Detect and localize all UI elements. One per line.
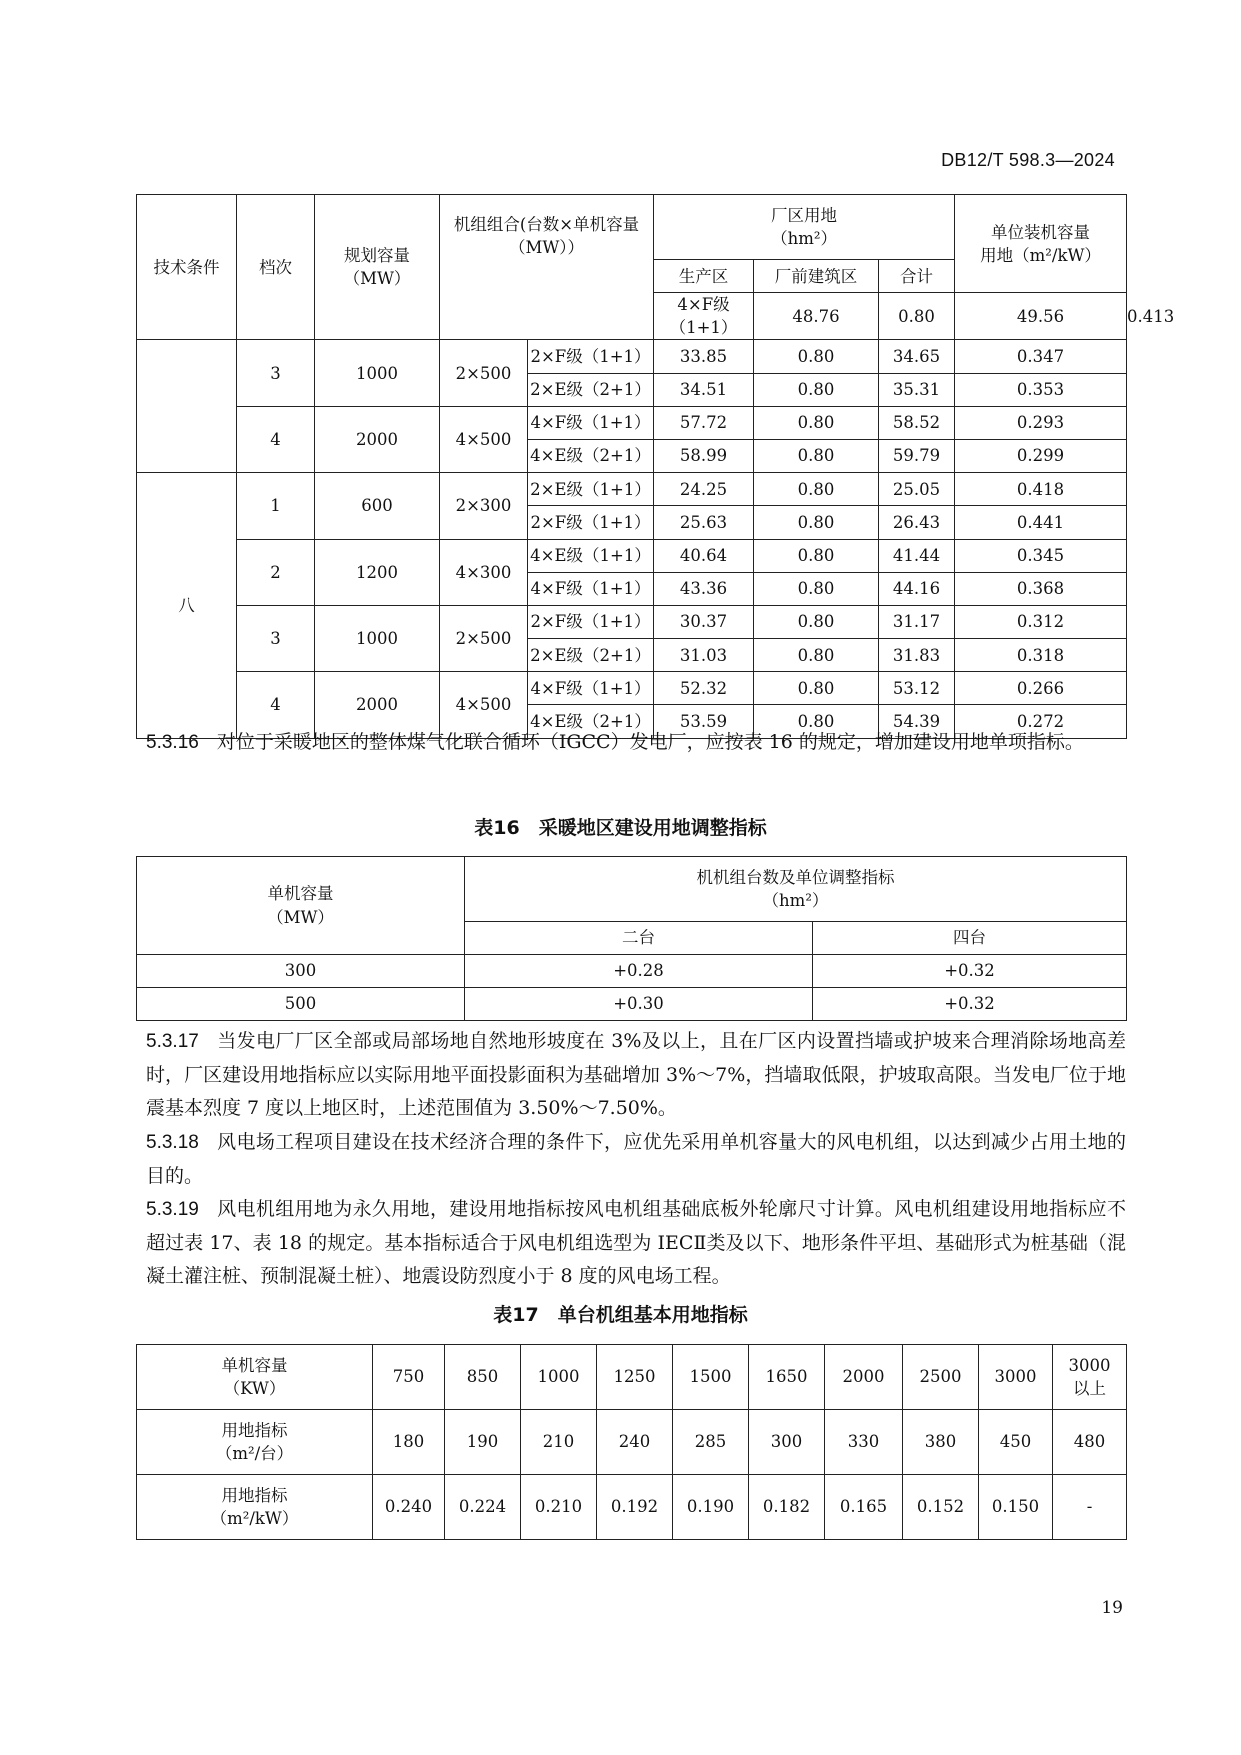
cell-prod: 25.63 xyxy=(654,506,754,539)
cell-config: 2×F级（1+1） xyxy=(528,340,654,373)
clause-number: 5.3.18 xyxy=(146,1132,199,1153)
cell-front: 0.80 xyxy=(754,373,879,406)
cell-per-unit: 285 xyxy=(673,1410,749,1475)
cell-grade: 3 xyxy=(237,605,315,671)
cell-grade: 1 xyxy=(237,473,315,539)
table-17 xyxy=(136,1344,1127,1540)
cell-capacity: 2000 xyxy=(315,672,440,738)
cell-total: 26.43 xyxy=(879,506,955,539)
cell-capacity: 2500 xyxy=(903,1345,979,1410)
table-16 xyxy=(136,856,1127,1021)
table-16-caption: 表16 采暖地区建设用地调整指标 xyxy=(474,817,767,839)
cell-config: 2×E级（2+1） xyxy=(528,373,654,406)
cell-capacity: 2000 xyxy=(825,1345,903,1410)
cell-config: 2×E级（1+1） xyxy=(528,473,654,506)
cell-condition-blank xyxy=(137,340,237,473)
header-unit-capacity: 单机容量 （MW） xyxy=(137,857,465,955)
cell-per-kw: 0.224 xyxy=(445,1475,521,1540)
cell-per-kw: 0.192 xyxy=(597,1475,673,1540)
cell-per-unit: 180 xyxy=(373,1410,445,1475)
paragraph-5-3-18 xyxy=(146,1126,1126,1193)
cell-combo: 4×500 xyxy=(440,672,528,738)
table-15-continued: 技术条件 档次 规划容量 （MW） 机组组合(台数×单机容量 （MW）） 厂区用地 （hm²） 单位装机容量 用地（m²/kW） 生产区 厂前建筑区 合计 4×F级（1+1） 48.76 0.80 49.56 0.413 3 1000 2×500 2×F级（1+1） 33.85 0.80 34.65 0.347 2×E级（2+1） 34.51 0.80 35.31 0.353 4 2000 4×500 4×F级（1+1） 57.72 0.80 58.52 0.293 4×E级（2+1） 58.99 0.80 59.79 0.299 八 1 600 2×300 2×E级（1+1） 24.25 0.80 25.05 0.418 2×F级（1+1） 25.63 0.80 26.43 0.441 2 1200 4×300 4×E级（1+1） 40.64 0.80 41.44 0.345 4×F级（1+1） 43.36 0.80 44.16 0.368 3 1000 2×500 2×F级（1+1） 30.37 0.80 31.17 0.312 2×E级（2+1） 31.03 0.80 31.83 0.318 4 2000 4×500 4×F级（1+1） 52.32 0.80 53.12 0.266 4×E级（2+1） 53.59 0.80 54.39 0.272 xyxy=(136,194,1127,739)
cell-combo: 4×300 xyxy=(440,539,528,605)
header-condition: 技术条件 xyxy=(137,195,237,340)
cell-prod: 53.59 xyxy=(654,705,754,738)
cell-capacity: 850 xyxy=(445,1345,521,1410)
cell-grade: 4 xyxy=(237,406,315,472)
cell-per-unit: 210 xyxy=(521,1410,597,1475)
header-four-units: 四台 xyxy=(813,922,1127,955)
cell-per-kw: 0.190 xyxy=(673,1475,749,1540)
header-two-units: 二台 xyxy=(465,922,813,955)
cell-config: 4×E级（2+1） xyxy=(528,705,654,738)
cell-index: 0.353 xyxy=(955,373,1127,406)
cell-index: 0.418 xyxy=(955,473,1127,506)
cell-index: 0.312 xyxy=(955,605,1127,638)
cell-prod: 57.72 xyxy=(654,406,754,439)
cell-total: 58.52 xyxy=(879,406,955,439)
row-label-capacity: 单机容量 （KW） xyxy=(137,1345,373,1410)
cell-front: 0.80 xyxy=(754,672,879,705)
clause-text: 当发电厂厂区全部或局部场地自然地形坡度在 3%及以上，且在厂区内设置挡墙或护坡来合理消除场地高差时，厂区建设用地指标应以实际用地平面投影面积为基础增加 3%～7%，挡墙取低限，护坡取高限。当发电厂位于地震基本烈度 7 度以上地区时，上述范围值为 3.50%～7.50%。 xyxy=(146,1030,1126,1119)
cell-capacity: 1650 xyxy=(749,1345,825,1410)
cell-combo: 2×500 xyxy=(440,340,528,406)
cell-front: 0.80 xyxy=(754,639,879,672)
cell-per-unit: 380 xyxy=(903,1410,979,1475)
cell-index: 0.441 xyxy=(955,506,1127,539)
cell-combo: 2×500 xyxy=(440,605,528,671)
cell-config: 4×F级（1+1） xyxy=(528,672,654,705)
document-code: DB12/T 598.3—2024 xyxy=(941,150,1115,170)
cell-capacity: 3000 以上 xyxy=(1053,1345,1127,1410)
cell-index: 0.272 xyxy=(955,705,1127,738)
cell-front: 0.80 xyxy=(754,506,879,539)
cell-combo: 4×500 xyxy=(440,406,528,472)
cell-config: 2×F级（1+1） xyxy=(528,605,654,638)
cell-config: 2×F级（1+1） xyxy=(528,506,654,539)
cell-capacity: 1000 xyxy=(521,1345,597,1410)
cell-grade: 3 xyxy=(237,340,315,406)
cell-front: 0.80 xyxy=(754,340,879,373)
cell-capacity: 2000 xyxy=(315,406,440,472)
cell-capacity: 3000 xyxy=(979,1345,1053,1410)
row-label-per-kw: 用地指标 （m²/kW） xyxy=(137,1475,373,1540)
cell-front: 0.80 xyxy=(754,439,879,472)
cell-front: 0.80 xyxy=(754,539,879,572)
cell-per-kw: 0.210 xyxy=(521,1475,597,1540)
table-17-caption: 表17 单台机组基本用地指标 xyxy=(493,1304,748,1326)
cell-index: 0.299 xyxy=(955,439,1127,472)
cell-grade: 2 xyxy=(237,539,315,605)
cell-prod: 33.85 xyxy=(654,340,754,373)
clause-number: 5.3.16 xyxy=(146,732,199,753)
cell-config: 4×F级（1+1） xyxy=(528,406,654,439)
cell-capacity: 300 xyxy=(137,955,465,988)
cell-per-kw: 0.150 xyxy=(979,1475,1053,1540)
cell-total: 35.31 xyxy=(879,373,955,406)
cell-combo: 2×300 xyxy=(440,473,528,539)
cell-per-kw: 0.165 xyxy=(825,1475,903,1540)
cell-condition-eight: 八 xyxy=(137,473,237,739)
cell-total: 59.79 xyxy=(879,439,955,472)
cell-per-unit: 300 xyxy=(749,1410,825,1475)
cell-config: 2×E级（2+1） xyxy=(528,639,654,672)
cell-prod: 24.25 xyxy=(654,473,754,506)
cell-total: 49.56 xyxy=(955,293,1127,340)
header-front: 厂前建筑区 xyxy=(754,260,879,293)
cell-capacity: 1000 xyxy=(315,340,440,406)
cell-capacity: 600 xyxy=(315,473,440,539)
cell-per-kw: - xyxy=(1053,1475,1127,1540)
paragraph-5-3-16 xyxy=(146,726,1126,760)
cell-per-unit: 450 xyxy=(979,1410,1053,1475)
cell-config: 4×E级（2+1） xyxy=(528,439,654,472)
cell-front: 0.80 xyxy=(754,473,879,506)
cell-front: 0.80 xyxy=(754,705,879,738)
cell-prod: 58.99 xyxy=(654,439,754,472)
paragraph-5-3-17 xyxy=(146,1025,1126,1126)
header-unit-index: 单位装机容量 用地（m²/kW） xyxy=(955,195,1127,293)
header-production: 生产区 xyxy=(654,260,754,293)
cell-prod: 48.76 xyxy=(754,293,879,340)
cell-capacity: 1000 xyxy=(315,605,440,671)
cell-index: 0.293 xyxy=(955,406,1127,439)
cell-per-kw: 0.240 xyxy=(373,1475,445,1540)
cell-per-unit: 240 xyxy=(597,1410,673,1475)
header-adjust-index: 机机组台数及单位调整指标 （hm²） xyxy=(465,857,1127,922)
header-combo: 机组组合(台数×单机容量 （MW）） xyxy=(440,195,654,340)
cell-total: 25.05 xyxy=(879,473,955,506)
header-total: 合计 xyxy=(879,260,955,293)
cell-per-unit: 480 xyxy=(1053,1410,1127,1475)
cell-total: 31.17 xyxy=(879,605,955,638)
cell-per-unit: 330 xyxy=(825,1410,903,1475)
cell-grade: 4 xyxy=(237,672,315,738)
cell-per-kw: 0.182 xyxy=(749,1475,825,1540)
cell-total: 34.65 xyxy=(879,340,955,373)
cell-prod: 52.32 xyxy=(654,672,754,705)
header-plant-area: 厂区用地 （hm²） xyxy=(654,195,955,260)
cell-capacity: 750 xyxy=(373,1345,445,1410)
cell-four: +0.32 xyxy=(813,988,1127,1021)
header-capacity: 规划容量 （MW） xyxy=(315,195,440,340)
cell-total: 44.16 xyxy=(879,572,955,605)
cell-front: 0.80 xyxy=(754,605,879,638)
page-number: 19 xyxy=(1101,1598,1123,1618)
cell-capacity: 500 xyxy=(137,988,465,1021)
cell-per-unit: 190 xyxy=(445,1410,521,1475)
cell-index: 0.318 xyxy=(955,639,1127,672)
clause-text: 风电机组用地为永久用地，建设用地指标按风电机组基础底板外轮廓尺寸计算。风电机组建设用地指标应不超过表 17、表 18 的规定。基本指标适合于风电机组选型为 IECⅡ类及以下、地形条件平坦、基础形式为桩基础（混凝土灌注桩、预制混凝土桩）、地震设防烈度小于 8 度的风电场工程。 xyxy=(146,1198,1126,1287)
clause-text: 对位于采暖地区的整体煤气化联合循环（IGCC）发电厂，应按表 16 的规定，增加建设用地单项指标。 xyxy=(216,731,1084,753)
cell-index: 0.368 xyxy=(955,572,1127,605)
cell-prod: 40.64 xyxy=(654,539,754,572)
header-grade: 档次 xyxy=(237,195,315,340)
cell-front: 0.80 xyxy=(754,572,879,605)
cell-front: 0.80 xyxy=(754,406,879,439)
cell-capacity: 1500 xyxy=(673,1345,749,1410)
cell-config: 4×E级（1+1） xyxy=(528,539,654,572)
clause-number: 5.3.17 xyxy=(146,1031,199,1052)
cell-index: 0.266 xyxy=(955,672,1127,705)
cell-prod: 34.51 xyxy=(654,373,754,406)
cell-index: 0.347 xyxy=(955,340,1127,373)
cell-per-kw: 0.152 xyxy=(903,1475,979,1540)
cell-prod: 30.37 xyxy=(654,605,754,638)
cell-two: +0.30 xyxy=(465,988,813,1021)
cell-capacity: 1200 xyxy=(315,539,440,605)
cell-four: +0.32 xyxy=(813,955,1127,988)
cell-total: 54.39 xyxy=(879,705,955,738)
cell-prod: 31.03 xyxy=(654,639,754,672)
paragraph-5-3-19 xyxy=(146,1193,1126,1294)
cell-two: +0.28 xyxy=(465,955,813,988)
clause-number: 5.3.19 xyxy=(146,1199,199,1220)
cell-total: 41.44 xyxy=(879,539,955,572)
cell-prod: 43.36 xyxy=(654,572,754,605)
cell-capacity: 1250 xyxy=(597,1345,673,1410)
cell-front: 0.80 xyxy=(879,293,955,340)
cell-config: 4×F级（1+1） xyxy=(654,293,754,340)
cell-index: 0.345 xyxy=(955,539,1127,572)
clause-text: 风电场工程项目建设在技术经济合理的条件下，应优先采用单机容量大的风电机组，以达到减少占用土地的目的。 xyxy=(146,1131,1126,1187)
cell-config: 4×F级（1+1） xyxy=(528,572,654,605)
cell-total: 31.83 xyxy=(879,639,955,672)
row-label-per-unit: 用地指标 （m²/台） xyxy=(137,1410,373,1475)
cell-total: 53.12 xyxy=(879,672,955,705)
